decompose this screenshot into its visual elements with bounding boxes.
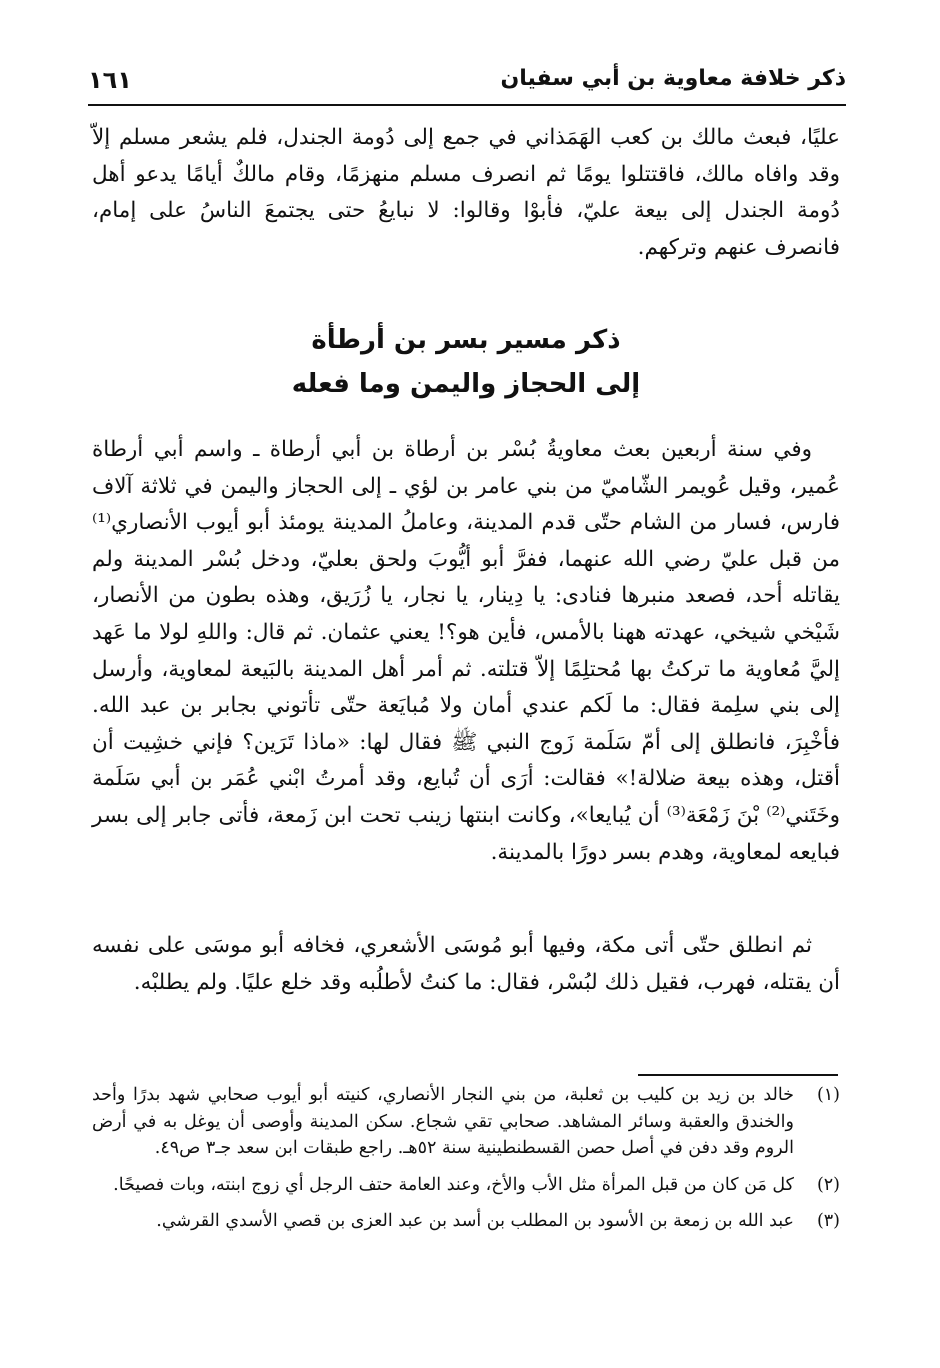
paragraph-1: عليًا، فبعث مالك بن كعب الهَمَذاني في جمع إلى دُومة الجندل، فلم يشعر مسلم إلاّ وقد وافاه مالك، فاقتتلوا يومًا ثم انصرف مسلم منهزمًا، وقام مالكٌ أيامًا يدعو أهل دُومة الجندل إلى بيعة عليّ، فأبوْا وقالوا: لا نبايعُ حتى يجتمعَ الناسُ على إمام، فانصرف عنهم وتركهم. [92, 125, 840, 260]
footnote-text: عبد الله بن زمعة بن الأسود بن المطلب بن أسد بن عبد العزى بن قصي الأسدي القرشي. [156, 1211, 794, 1231]
footnote-1 [92, 1082, 840, 1162]
footnote-number: (٢) [816, 1174, 840, 1195]
footnote-3 [92, 1208, 840, 1235]
footnote-text: كل مَن كان من قبل المرأة مثل الأب والأخ، وعند العامة حتف الرجل أي زوج ابنته، وبات فصيحًا. [113, 1174, 794, 1195]
paragraph-2: وفي سنة أربعين بعث معاويةُ بُسْر بن أرطاة بن أبي أرطاة ـ واسم أبي أرطاة عُمير، وقيل عُويمر الشّاميّ من بني عامر بن لؤي ـ إلى الحجاز واليمن في ثلاثة آلاف فارس، فسار من الشام حتّى قدم المدينة، وعاملُ المدينة يومئذ أبو أيوب الأنصاري⁽¹⁾ من قبل عليّ رضي الله عنهما، ففرَّ أبو أيُّوبَ ولحق بعليّ، ودخل بُسْر المدينة ولم يقاتله أحد، فصعد منبرها فنادى: يا دِينار، يا نجار، يا زُرَيق، وهذه بطون من الأنصار، شَيْخي شيخي، عهدته ههنا بالأمس، فأين هو؟! يعني عثمان. ثم قال: واللهِ لولا ما عَهد إليَّ مُعاوية ما تركتُ بها مُحتلِمًا إلاّ قتلته. ثم أمر أهل المدينة بالبَيعة لمعاوية، وأرسل إلى بني سلِمة فقال: ما لَكم عندي أمان ولا مُبايَعة حتّى تأتوني بجابر بن عبد الله. فأخْبِرَ، فانطلق إلى أمّ سَلَمة زَوج النبي ﷺ فقال لها: «ماذا تَرَين؟ فإني خشِيت أن أقتل، وهذه بيعة ضلالة!» فقالت: أرَى أن تُبايع، وقد أمرتُ ابْني عُمَر بن أبي سَلَمة وخَتَني⁽²⁾ بْنَ زَمْعَة⁽³⁾ أن يُبايعا»، وكانت ابنتها زينب تحت ابن زَمعة، فأتى جابر إلى بسر فبايعه لمعاوية، وهدم بسر دورًا بالمدينة. [92, 437, 840, 865]
section-title-line-1: ذكر مسير بسر بن أرطأة [311, 325, 621, 355]
paragraph-3: ثم انطلق حتّى أتى مكة، وفيها أبو مُوسَى الأشعري، فخافه أبو موسَى على نفسه أن يقتله، فهرب، فقيل ذلك لبُسْر، فقال: ما كنتُ لأطلُبه وقد خلع عليًا. ولم يطلبْه. [92, 933, 840, 995]
page-header [88, 60, 846, 106]
footnotes [92, 1082, 840, 1245]
footnote-text: خالد بن زيد بن كليب بن ثعلبة، من بني النجار الأنصاري، كنيته أبو أيوب صحابي شهد بدرًا وأحد والخندق والعقبة وسائر المشاهد. صحابي تقي شجاع. سكن المدينة وأوصى أن يوغل به في أرض الروم وقد دفن في أصل حصن القسطنطينية سنة ٥٢هـ. راجع طبقات ابن سعد جـ٣ ص٤٩. [92, 1085, 794, 1158]
footnote-number: (١) [816, 1085, 840, 1105]
footnote-number: (٣) [816, 1211, 840, 1231]
running-title: ذكر خلافة معاوية بن أبي سفيان [500, 66, 846, 91]
section-title-line-2: إلى الحجاز واليمن وما فعله [291, 369, 641, 399]
footnote-separator [638, 1074, 838, 1076]
section-title [92, 318, 840, 406]
page-number: ١٦١ [88, 66, 132, 94]
footnote-2 [92, 1172, 840, 1199]
